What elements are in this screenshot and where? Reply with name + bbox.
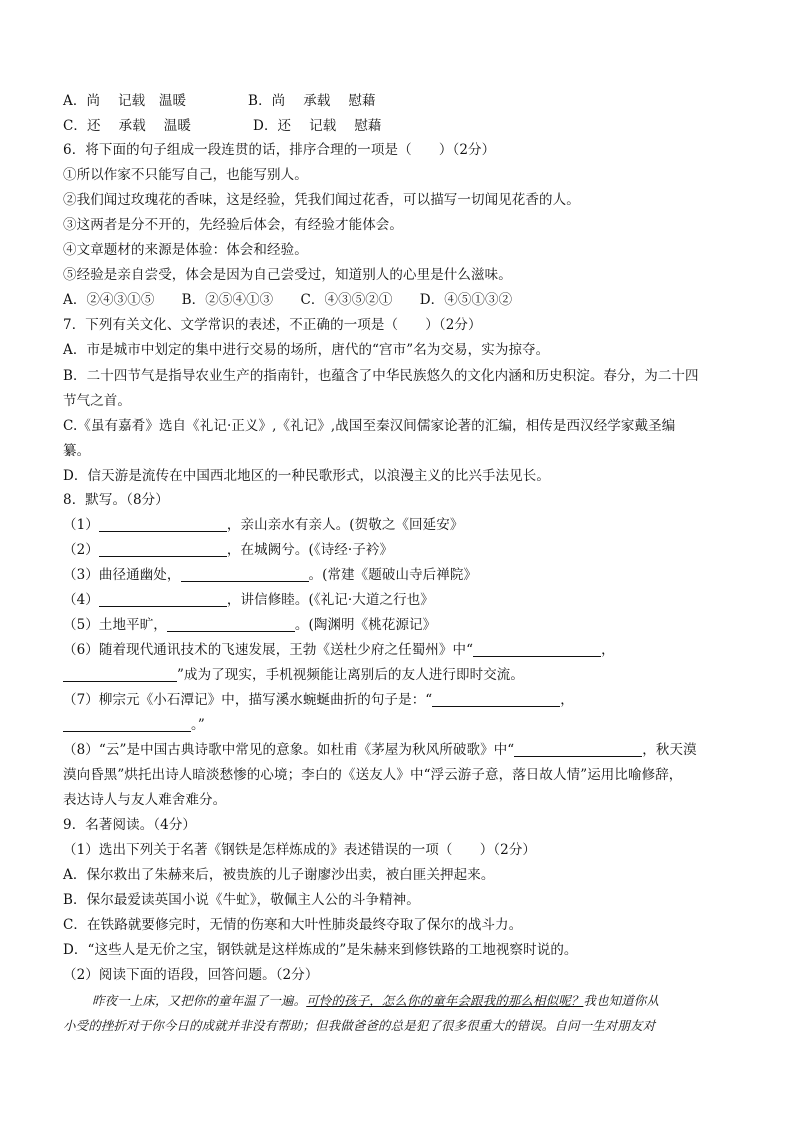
q9-passage-line1 xyxy=(92,992,659,1010)
q9-part-1-stem: （1）选出下列关于名著《钢铁是怎样炼成的》表述错误的一项（ ）（2分） xyxy=(63,842,537,858)
q8-item-7-head: （7）柳宗元《小石潭记》中，描写溪水蜿蜒曲折的句子是：“ xyxy=(63,692,433,708)
q8-blank-6a[interactable] xyxy=(473,642,601,657)
q8-blank-4[interactable] xyxy=(99,592,227,607)
q9-option-c[interactable]: C．在铁路就要修完时，无情的伤寒和大叶性肺炎最终夺取了保尔的战斗力。 xyxy=(63,917,523,933)
q9-passage-underlined: 可怜的孩子，怎么你的童年会跟我的那么相似呢？ xyxy=(306,993,584,1008)
q8-item-2-text: ，在城阙兮。(《诗经·子衿》 xyxy=(226,542,394,558)
q8-item-2-number: （2） xyxy=(63,542,99,558)
q9-passage-tail: 我也知道你从 xyxy=(583,993,660,1008)
q8-item-1 xyxy=(63,516,463,534)
q9-option-b[interactable]: B．保尔最爱读英国小说《牛虻》，敬佩主人公的斗争精神。 xyxy=(63,892,420,908)
q8-item-7-line2 xyxy=(63,716,205,734)
q9-passage-line2: 小受的挫折对于你今日的成就并非没有帮助；但我做爸爸的总是犯了很多很重大的错误。自问一生对朋友对 xyxy=(63,1018,656,1033)
q6-options[interactable]: A．②④③①⑤ B．②⑤④①③ C．④③⑤②① D．④⑤①③② xyxy=(63,292,513,308)
q8-blank-6b[interactable] xyxy=(63,667,177,682)
q8-item-7-line1 xyxy=(63,691,574,709)
q8-item-6-line2 xyxy=(63,666,524,684)
q5-options-row-2 xyxy=(63,117,382,135)
q5-option-c[interactable]: C．还 承载 温暖 xyxy=(63,118,192,134)
q5-options-row-1 xyxy=(63,92,376,110)
q8-item-6-line1 xyxy=(63,641,615,659)
q5-option-b[interactable]: B．尚 承载 慰藉 xyxy=(248,93,376,109)
q8-item-5-head: （5）土地平旷， xyxy=(63,617,167,633)
q9-stem: 9．名著阅读。（4分） xyxy=(63,817,197,833)
q8-item-4-number: （4） xyxy=(63,592,99,608)
q6-sentence-5: ⑤经验是亲自尝受，体会是因为自己尝受过，知道别人的心里是什么滋味。 xyxy=(63,267,512,283)
q8-blank-2[interactable] xyxy=(99,542,227,557)
q9-part-2-stem: （2）阅读下面的语段，回答问题。（2分） xyxy=(63,967,319,983)
q7-option-d[interactable]: D．信天游是流传在中国西北地区的一种民歌形式，以浪漫主义的比兴手法见长。 xyxy=(63,468,550,484)
q9-passage-head: 昨夜一上床，又把你的童年温了一遍。 xyxy=(92,993,307,1008)
q8-item-1-number: （1） xyxy=(63,517,99,533)
q8-blank-5[interactable] xyxy=(167,617,295,632)
q8-item-8-head: （8）“云”是中国古典诗歌中常见的意象。如杜甫《茅屋为秋风所破歌》中“ xyxy=(63,742,515,758)
q5-option-a[interactable]: A．尚 记载 温暖 xyxy=(63,93,187,109)
q8-blank-7b[interactable] xyxy=(63,717,191,732)
q8-item-3-text: 。(常建《题破山寺后禅院》 xyxy=(308,567,478,583)
q5-option-d[interactable]: D．还 记载 慰藉 xyxy=(253,118,382,134)
q6-sentence-3: ③这两者是分不开的，先经验后体会，有经验才能体会。 xyxy=(63,217,403,233)
q8-item-3-head: （3）曲径通幽处， xyxy=(63,567,181,583)
q8-item-4 xyxy=(63,591,434,609)
q8-item-6-text: ”成为了现实，手机视频能让离别后的友人进行即时交流。 xyxy=(177,667,525,683)
q6-sentence-1: ①所以作家不只能写自己，也能写别人。 xyxy=(63,167,308,183)
q8-item-6-head: （6）随着现代通讯技术的飞速发展，王勃《送杜少府之任蜀州》中“ xyxy=(63,642,474,658)
q8-item-8-line2: 漠向昏黑”烘托出诗人暗淡愁惨的心境；李白的《送友人》中“浮云游子意，落日故人情”运用比喻修辞， xyxy=(63,767,683,783)
q7-stem: 7．下列有关文化、文学常识的表述，不正确的一项是（ ）（2分） xyxy=(63,317,482,333)
q8-item-8-line3: 表达诗人与友人难舍难分。 xyxy=(63,792,227,808)
q8-stem: 8．默写。（8分） xyxy=(63,492,169,508)
q6-stem: 6．将下面的句子组成一段连贯的话，排序合理的一项是（ ）（2分） xyxy=(63,142,496,158)
q8-blank-3[interactable] xyxy=(181,567,309,582)
q7-option-b-line1[interactable]: B．二十四节气是指导农业生产的指南针，也蕴含了中华民族悠久的文化内涵和历史积淀。春分，为二十四 xyxy=(63,368,699,384)
q8-item-8-line1 xyxy=(63,741,697,759)
q9-option-d[interactable]: D．“这些人是无价之宝，钢铁就是这样炼成的”是朱赫来到修铁路的工地视察时说的。 xyxy=(63,942,578,958)
q7-option-c-line2[interactable]: 纂。 xyxy=(63,443,91,459)
q8-item-4-text: ，讲信修睦。(《礼记·大道之行也》 xyxy=(226,592,434,608)
q8-blank-1[interactable] xyxy=(99,517,227,532)
q8-item-3 xyxy=(63,566,477,584)
q8-item-1-text: ，亲山亲水有亲人。(贺敬之《回延安》 xyxy=(226,517,464,533)
q8-blank-7a[interactable] xyxy=(432,692,560,707)
q6-sentence-4: ④文章题材的来源是体验：体会和经验。 xyxy=(63,242,308,258)
q6-sentence-2: ②我们闻过玫瑰花的香味，这是经验，凭我们闻过花香，可以描写一切闻见花香的人。 xyxy=(63,192,580,208)
q8-item-8-tail: ，秋天漠 xyxy=(642,742,697,758)
q7-option-c-line1[interactable]: C.《虽有嘉肴》选自《礼记·正义》,《礼记》,战国至秦汉间儒家论著的汇编，相传是西汉经学家戴圣编 xyxy=(63,418,676,434)
q7-option-b-line2[interactable]: 节气之首。 xyxy=(63,393,131,409)
q8-item-5 xyxy=(63,616,436,634)
q8-blank-8[interactable] xyxy=(514,742,642,757)
q8-item-2 xyxy=(63,541,393,559)
q8-item-7-end: 。” xyxy=(191,717,205,733)
q9-option-a[interactable]: A．保尔救出了朱赫来后，被贵族的儿子谢廖沙出卖，被白匪关押起来。 xyxy=(63,867,495,883)
q8-item-5-text: 。(陶渊明《桃花源记》 xyxy=(294,617,437,633)
q7-option-a[interactable]: A．市是城市中划定的集中进行交易的场所，唐代的“宫市”名为交易，实为掠夺。 xyxy=(63,342,550,358)
q8-item-7-comma: ， xyxy=(560,692,574,708)
q8-item-6-comma: ， xyxy=(601,642,615,658)
